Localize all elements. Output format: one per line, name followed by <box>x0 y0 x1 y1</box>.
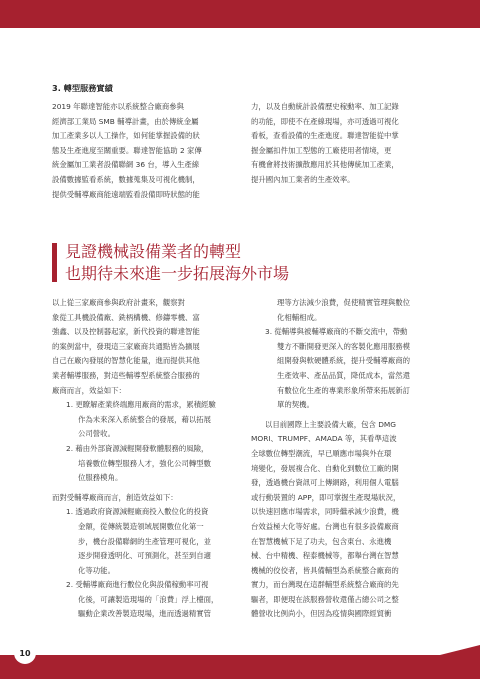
text-line: 以目前國際上主要設備大廠，包含 DMG <box>265 419 397 429</box>
text-line: 提升國內加工業者的生產效率。 <box>251 174 355 184</box>
section-left-column <box>52 100 238 202</box>
text-line: 理等方法減少浪費，促使精實管理與數位 <box>277 298 411 307</box>
text-line: 1. 透過政府資源減輕廠商投入數位化的投資 <box>66 507 209 517</box>
text-line: 位服務模角。 <box>78 473 123 483</box>
text-line: 以上從三家廠商參與政府計畫來，觀察對 <box>52 298 186 307</box>
text-line: 廠商而言，效益如下： <box>52 385 126 395</box>
text-line: 公司營收。 <box>78 429 115 439</box>
text-line: 步，機台設備聯網的生產管理可視化，並 <box>78 536 212 546</box>
text-line: 加工產業多以人工操作，如何能掌握設備的狀 <box>52 131 200 141</box>
text-line: 看板，查看設備的生產進度。聯達智能從中掌 <box>251 131 399 141</box>
body-left-column <box>52 296 242 622</box>
text-line: 單的契機。 <box>277 400 314 410</box>
text-line: 實力，而台灣現在這群輔型系統整合廠商的先 <box>251 580 399 590</box>
text-line: 強鑫、以及控制器起家，新代投資的聯達智能 <box>52 327 200 337</box>
text-line: 化相輔相成。 <box>277 312 322 322</box>
banner-accent-bar <box>52 243 57 282</box>
text-line: 全球數位轉型潮流，早已順應市場與外在環 <box>251 448 392 458</box>
banner-title-line-2: 也期待未來進一步拓展海外市場 <box>65 264 290 283</box>
text-line: 力，以及自動統計設備歷史稼動率、加工記錄 <box>251 102 399 111</box>
text-line: 境變化，發展複合化、自動化到數位工廠的開 <box>251 463 399 473</box>
text-line: 雙方不斷開發更深入的客製化應用服務模 <box>277 341 411 351</box>
text-line: 生產效率、產品品質，降低成本，當然還 <box>277 370 411 380</box>
text-line: 逐步開發透明化、可預測化，甚至到自適 <box>78 551 212 561</box>
text-line: 態及生產進度至關重要。聯達智能協助 2 家傳 <box>52 145 202 155</box>
text-line: 2019 年聯達智能亦以系統整合廠商參與 <box>52 102 185 111</box>
text-line: 2. 藉由外部資源減輕開發軟體服務的風險， <box>66 443 209 453</box>
text-line: 業者輔導服務，對這些輔導型系統整合服務的 <box>52 370 200 380</box>
text-line: 有數位化生產的專業形象所帶來拓展新訂 <box>277 385 411 395</box>
text-line: 金額，從傳統製造領域展開數位化第一 <box>78 521 204 531</box>
text-line: 化後，可讓製造現場的「浪費」浮上檯面， <box>78 594 219 604</box>
text-line: 提供受輔導廠商能遠端監看設備即時狀態的能 <box>52 189 200 199</box>
text-line: 械、台中精機、程泰機械等，都舉台灣在智慧 <box>251 551 399 561</box>
text-line: 經濟部工業局 SMB 輔導計畫，由於傳統金屬 <box>52 116 199 126</box>
text-line: 統金屬加工業者設備聯網 36 台，導入生產線 <box>52 160 200 170</box>
footer-band <box>0 645 480 679</box>
text-line: 化等功能。 <box>78 565 115 575</box>
text-line: 或行動裝置的 APP，即可掌握生產現場狀況， <box>251 492 401 502</box>
text-line: 有機會將技術擴散應用於其他傳統加工產業， <box>251 160 399 170</box>
section-right-column <box>251 100 441 188</box>
text-line: 體營收比例尚小，但因為疫情與國際經貿衝 <box>251 609 392 619</box>
text-line: 以快速回應市場需求，同時繼承減少浪費，機 <box>251 507 399 517</box>
banner-title-line-1: 見證機械設備業者的轉型 <box>65 242 242 261</box>
text-line: 組開發與軟硬體系統，提升受輔導廠商的 <box>277 356 411 366</box>
text-line: 而對受輔導廠商而言，創造效益如下： <box>52 492 178 502</box>
text-line: 1. 更瞭解產業終端應用廠商的需求，累積經驗 <box>66 400 216 410</box>
text-line: 象從工具機設備廠、銑柄構機、修鑄零機、富 <box>52 312 200 322</box>
section-heading: 3. 轉型服務實績 <box>52 83 113 93</box>
body-right-column <box>251 296 446 622</box>
text-line: 台效益極大化等好處。台灣也有很多設備廠商 <box>251 521 399 531</box>
text-line: 自己在廠內發展的智慧化能量，進而提供其他 <box>52 356 200 366</box>
text-line: 3. 從輔導與被輔導廠商的不斷交流中，帶動 <box>265 327 408 337</box>
text-line: 2. 受輔導廠商進行數位化與設備稼動率可視 <box>66 580 209 590</box>
text-line: 握金屬扣件加工型態的工廠使用者情境，更 <box>251 145 392 155</box>
text-line: 發，透過機台資訊可上傳網路，利用個人電腦 <box>251 478 399 488</box>
text-line: 培養數位轉型服務人才，強化公司轉型數 <box>78 458 212 468</box>
text-line: 設備數據監看系統，數據蒐集及可視化機制， <box>52 174 200 184</box>
page-number: 10 <box>14 642 36 664</box>
text-line: 在智慧機械下足了功夫，包含東台、永進機 <box>251 536 392 546</box>
text-line: 的案例當中，發現這三家廠商共通點皆為擴展 <box>52 341 200 351</box>
text-line: 機械的佼佼者，皆具備輔型為系統整合廠商的 <box>251 565 399 575</box>
banner-title <box>65 241 289 285</box>
text-line: 驅者，即便現在該服務營收還僅占總公司之整 <box>251 594 399 604</box>
text-line: 的功能，即使不在產線現場，亦可透過可視化 <box>251 116 399 126</box>
text-line: MORI、TRUMPF、AMADA 等，其看準這波 <box>251 434 397 444</box>
text-line: 驅動企業改善製造現場，進而透過精實管 <box>78 609 212 619</box>
text-line: 作為未來深入系統整合的發展，藉以拓展 <box>78 414 212 424</box>
